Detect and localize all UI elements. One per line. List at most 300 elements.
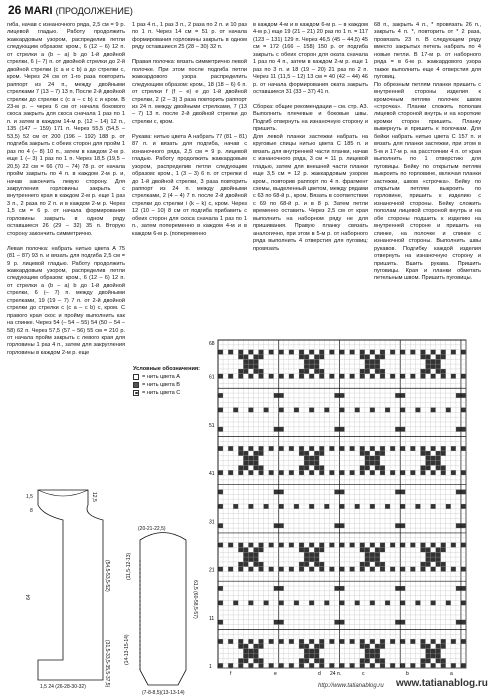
chart-cell	[253, 451, 258, 456]
chart-cell	[324, 504, 329, 509]
chart-cell	[248, 649, 253, 654]
source-url[interactable]: http://www.tatianablog.ru	[318, 683, 384, 689]
chart-cell	[415, 600, 420, 605]
chart-cell	[289, 350, 294, 355]
chart-cell	[329, 663, 334, 668]
chart-cell	[426, 461, 431, 466]
chart-cell	[304, 364, 309, 369]
chart-cell	[375, 552, 380, 557]
chart-cell	[243, 364, 248, 369]
chart-cell	[238, 470, 243, 475]
back-pattern-diagram	[8, 480, 118, 690]
chart-cell	[400, 600, 405, 605]
chart-cell	[456, 523, 461, 528]
chart-cell	[279, 523, 284, 528]
chart-cell	[350, 374, 355, 379]
chart-cell	[380, 350, 385, 355]
chart-cell	[334, 427, 339, 432]
chart-cell	[238, 562, 243, 567]
chart-cell	[461, 504, 466, 509]
chart-cell	[365, 552, 370, 557]
chart-row-number: 41	[209, 471, 215, 478]
chart-cell	[304, 644, 309, 649]
chart-cell	[400, 446, 405, 451]
chart-cell	[339, 350, 344, 355]
chart-cell	[243, 354, 248, 359]
chart-cell	[436, 562, 441, 567]
chart-cell	[370, 504, 375, 509]
chart-cell	[218, 663, 223, 668]
chart-cell	[334, 523, 339, 528]
chart-cell	[218, 567, 223, 572]
chart-cell	[400, 490, 405, 495]
chart-cell	[436, 644, 441, 649]
chart-row-number: 68	[209, 340, 215, 347]
chart-cell	[426, 465, 431, 470]
chart-cell	[279, 600, 284, 605]
chart-cell	[253, 552, 258, 557]
chart-cell	[410, 567, 415, 572]
chart-cell	[400, 504, 405, 509]
chart-cell	[289, 446, 294, 451]
chart-cell	[274, 427, 279, 432]
chart-cell	[289, 663, 294, 668]
chart-cell	[339, 620, 344, 625]
chart-cell	[248, 359, 253, 364]
chart-cell	[258, 658, 263, 663]
chart-cell	[258, 350, 263, 355]
sleeve-label-1: (20-21-22,5)	[138, 526, 166, 532]
chart-cell	[370, 470, 375, 475]
chart-cell	[339, 446, 344, 451]
chart-cell	[360, 369, 365, 374]
chart-cell	[253, 456, 258, 461]
chart-cell	[243, 359, 248, 364]
chart-cell	[385, 600, 390, 605]
chart-cell	[269, 374, 274, 379]
chart-cell	[218, 408, 223, 413]
chart-cell	[299, 547, 304, 552]
chart-cell	[339, 374, 344, 379]
chart-cell	[279, 663, 284, 668]
chart-cell	[218, 504, 223, 509]
legend-item-a: = нить цвета A	[133, 373, 213, 381]
chart-cell	[253, 364, 258, 369]
chart-cell	[400, 620, 405, 625]
chart-cell	[436, 359, 441, 364]
chart-cell	[329, 446, 334, 451]
chart-cell	[258, 562, 263, 567]
chart-cell	[319, 350, 324, 355]
chart-cell	[309, 374, 314, 379]
chart-cell	[426, 552, 431, 557]
chart-cell	[370, 350, 375, 355]
chart-cell	[228, 470, 233, 475]
chart-cell	[365, 557, 370, 562]
chart-cell	[269, 663, 274, 668]
chart-cell	[228, 350, 233, 355]
chart-cell	[304, 359, 309, 364]
chart-cell	[420, 547, 425, 552]
chart-cell	[253, 354, 258, 359]
chart-cell	[431, 639, 436, 644]
chart-cell	[248, 408, 253, 413]
chart-row-number: 51	[209, 422, 215, 429]
chart-cell	[426, 364, 431, 369]
chart-cell	[238, 354, 243, 359]
chart-cell	[339, 600, 344, 605]
chart-cell	[309, 567, 314, 572]
chart-cell	[339, 408, 344, 413]
chart-cell	[253, 465, 258, 470]
chart-cell	[360, 562, 365, 567]
chart-cell	[314, 369, 319, 374]
chart-cell	[289, 374, 294, 379]
chart-cell	[248, 461, 253, 466]
chart-cell	[228, 374, 233, 379]
chart-cell	[258, 446, 263, 451]
chart-cell	[304, 465, 309, 470]
chart-cell	[355, 504, 360, 509]
chart-cell	[218, 600, 223, 605]
chart-cell	[380, 470, 385, 475]
chart-cell	[299, 644, 304, 649]
chart-cell	[400, 543, 405, 548]
chart-cell	[309, 408, 314, 413]
chart-cell	[243, 369, 248, 374]
chart-cell	[218, 620, 223, 625]
chart-cell	[431, 663, 436, 668]
chart-cell	[279, 374, 284, 379]
chart-cell	[258, 374, 263, 379]
chart-cell	[375, 654, 380, 659]
chart-row-number: 31	[209, 519, 215, 526]
chart-cell	[314, 451, 319, 456]
chart-cell	[375, 658, 380, 663]
chart-cell	[314, 658, 319, 663]
chart-repeat-label: 24 п.	[330, 671, 342, 677]
legend-title: Условные обозначения:	[133, 366, 201, 372]
chart-cell	[441, 644, 446, 649]
chart-cell	[218, 639, 223, 644]
chart-cell	[279, 639, 284, 644]
chart-cell	[350, 639, 355, 644]
chart-cell	[218, 523, 223, 528]
chart-cell	[410, 663, 415, 668]
text-column-3: в каждом 4-м и в каждом 6-м р. – в каждом 4-м р.) еще 19 (21 – 21) 20 раз по 1 п. = 117 (123 – 131) 129 п. Через 46,5 (45 – 44,5) 45 см = 172 (166 – 158) 150 р. от подгиба закрыть с обеих сторон для оката сначала 1 раз по 4 п., затем в каждом 2-м р. еще 1 раз по 3 п. и 18 (19 – 20) 21 раз по 2 п. Через 11 (11,5 – 12) 13 см = 40 (42 – 44) 46 р. от начала формирования оката закрыть оставшиеся 31 (33 – 37) 41 п. Сборка: общие рекомендации – см. стр. А3. Выполнить плечевые и боковые швы. Подгиб отвернуть на изнаночную сторону и пришить. Для левой планки застежки набрать на круговые спицы нитью цвета C 185 п. и вязать для внутренней части планки, начав с изнаночного ряда, 3 см = 11 р. лицевой гладью, затем для внешней части планки еще 3,5 см = 12 р. жаккардовым узором кром., повторив раппорт по 4 п. фрагмент схемы, выделенный цветом, между рядами с 63 по 68-й р., кром. Вязать в соответствии с 69 по 68-й р. и в 8 р. Затем петли временно оставить. Через 2,5 см от края выполнить на наборном ряду не для пришивания. Правую планку связать аналогично, при этом в 5-м р. от наборного ряда выполнить 4 отверстия для пуговиц: провязать	[253, 22, 368, 252]
chart-cell	[370, 364, 375, 369]
chart-cell	[461, 639, 466, 644]
chart-cell	[365, 658, 370, 663]
chart-cell	[238, 547, 243, 552]
chart-cell	[390, 374, 395, 379]
chart-cell	[380, 644, 385, 649]
chart-cell	[431, 552, 436, 557]
back-label-2: 8	[30, 508, 33, 514]
legend	[133, 365, 213, 397]
chart-cell	[238, 446, 243, 451]
chart-cell	[365, 456, 370, 461]
chart-cell	[365, 649, 370, 654]
chart-cell	[426, 547, 431, 552]
chart-cell	[258, 567, 263, 572]
chart-cell	[294, 408, 299, 413]
chart-cell	[243, 465, 248, 470]
chart-cell	[218, 470, 223, 475]
chart-cell	[319, 451, 324, 456]
sleeve-bottom-label: (7-8-8,5)(13-13-14)	[142, 690, 185, 696]
chart-cell	[446, 600, 451, 605]
chart-cell	[451, 350, 456, 355]
brand-watermark: www.tatianablog.ru	[396, 678, 488, 689]
chart-cell	[279, 586, 284, 591]
chart-cell	[395, 393, 400, 398]
chart-cell	[365, 547, 370, 552]
black-square-icon	[133, 382, 139, 388]
chart-cell	[243, 557, 248, 562]
chart-cell	[431, 350, 436, 355]
chart-cell	[218, 490, 223, 495]
chart-cell	[436, 649, 441, 654]
sleeve-label-3: 61,5 (60-58,5-57)	[192, 580, 198, 619]
chart-cell	[274, 620, 279, 625]
chart-cell	[436, 465, 441, 470]
chart-cell	[395, 586, 400, 591]
chart-cell	[365, 354, 370, 359]
chart-cell	[456, 586, 461, 591]
chart-cell	[456, 393, 461, 398]
chart-cell	[365, 364, 370, 369]
chart-cell	[253, 461, 258, 466]
chart-cell	[441, 639, 446, 644]
chart-cell	[228, 446, 233, 451]
chart-cell	[370, 552, 375, 557]
back-bottom-label: 1,5 24 (26-28-30-32)	[40, 684, 86, 690]
chart-cell	[269, 543, 274, 548]
chart-cell	[426, 654, 431, 659]
chart-cell	[238, 465, 243, 470]
chart-cell	[390, 567, 395, 572]
chart-cell	[279, 393, 284, 398]
chart-cell	[258, 543, 263, 548]
chart-cell	[400, 427, 405, 432]
chart-cell	[319, 547, 324, 552]
chart-cell	[395, 427, 400, 432]
chart-cell	[279, 543, 284, 548]
chart-cell	[294, 600, 299, 605]
chart-cell	[269, 446, 274, 451]
chart-cell	[299, 374, 304, 379]
chart-cell	[370, 408, 375, 413]
chart-cell	[360, 663, 365, 668]
chart-cell	[304, 562, 309, 567]
chart-cell	[436, 354, 441, 359]
chart-cell	[431, 649, 436, 654]
chart-cell	[436, 364, 441, 369]
chart-cell	[218, 374, 223, 379]
chart-cell	[279, 408, 284, 413]
chart-cell	[375, 557, 380, 562]
chart-cell	[334, 490, 339, 495]
chart-cell	[274, 523, 279, 528]
chart-cell	[243, 654, 248, 659]
chart-cell	[431, 543, 436, 548]
chart-cell	[218, 586, 223, 591]
chart-cell	[238, 658, 243, 663]
chart-cell	[370, 600, 375, 605]
chart-cell	[370, 639, 375, 644]
chart-cell	[441, 663, 446, 668]
chart-cell	[253, 369, 258, 374]
chart-cell	[319, 465, 324, 470]
chart-cell	[365, 451, 370, 456]
chart-cell	[339, 639, 344, 644]
chart-cell	[375, 547, 380, 552]
chart-cell	[355, 600, 360, 605]
chart-cell	[451, 663, 456, 668]
chart-cell	[248, 663, 253, 668]
chart-cell	[314, 644, 319, 649]
chart-cell	[253, 658, 258, 663]
chart-cell	[233, 600, 238, 605]
chart-cell	[299, 350, 304, 355]
chart-cell	[309, 461, 314, 466]
chart-cell	[228, 639, 233, 644]
chart-cell	[329, 639, 334, 644]
chart-cell	[289, 639, 294, 644]
chart-cell	[279, 427, 284, 432]
chart-cell	[436, 552, 441, 557]
chart-cell	[431, 470, 436, 475]
chart-cell	[218, 543, 223, 548]
chart-cell	[436, 547, 441, 552]
chart-cell	[243, 456, 248, 461]
chart-cell	[289, 470, 294, 475]
chart-cell	[365, 461, 370, 466]
chart-cell	[309, 552, 314, 557]
chart-cell	[253, 562, 258, 567]
chart-cell	[319, 567, 324, 572]
chart-cell	[426, 562, 431, 567]
chart-cell	[461, 567, 466, 572]
chart-cell	[238, 644, 243, 649]
chart-cell	[248, 567, 253, 572]
chart-cell	[420, 562, 425, 567]
chart-cell	[441, 543, 446, 548]
chart-bottom-label: a	[450, 671, 453, 677]
chart-cell	[410, 446, 415, 451]
chart-cell	[370, 654, 375, 659]
chart-cell	[243, 644, 248, 649]
chart-cell	[380, 639, 385, 644]
chart-cell	[365, 654, 370, 659]
chart-cell	[400, 567, 405, 572]
chart-bottom-label: c	[362, 671, 365, 677]
chart-cell	[258, 470, 263, 475]
chart-cell	[339, 663, 344, 668]
chart-cell	[319, 644, 324, 649]
back-label-1: 1,5	[26, 494, 33, 500]
chart-cell	[314, 557, 319, 562]
chart-cell	[228, 567, 233, 572]
chart-cell	[375, 354, 380, 359]
sleeve-label-4: (14-13-15-14)	[124, 634, 130, 665]
chart-cell	[360, 350, 365, 355]
chart-cell	[375, 456, 380, 461]
chart-cell	[451, 446, 456, 451]
text-column-4: 68 п., закрыть 4 п., * провязать 26 п., закрыть 4 п. *, повторить от * 2 раза, провязать 23 п. В следующем ряду вместо закрытых петель набрать по 4 новые петли. В 17-м р. от наборного ряда = в 6-м р. жаккардового узора также выполнить еще 4 отверстия для пуговиц. По обрезным петлям планки пришить с внутренней стороны изделия к кромочным петлям полочек швом «строчка». Планки сложить пополам лицевой стороной внутрь и на короткие кромки сторон пришить. Планку вывернуть и пришить к полочкам. Для бейки набрать нитью цвета C 157 п. и вязать для планки застежки, при этом в 5-м и 17-м р. на расстоянии 4 п. от края выполнить по 1 отверстию для пуговицы. Бейку по открытым петлям выкроить по горловине, включая планки застежки, швом «строчка». Бейку по открытым петлям выкроить по горловине, пришить к изделию с изнаночной стороны. Бейку сложить пополам лицевой стороной внутрь и на обе стороны подшить к изделию на внутренней стороне и пришить на спинке, на полочке и спинке с изнаночной стороны. Выполнить швы рукавов. Подгибку каждой изделия отвернуть на изнаночную сторону и пришить. Вшить рукава. Пришить пуговицы. Края и планки обметать петельным швом. Пришить пуговицы.	[374, 22, 481, 282]
chart-cell	[456, 490, 461, 495]
chart-cell	[248, 639, 253, 644]
white-square-icon	[133, 374, 139, 380]
chart-cell	[420, 663, 425, 668]
chart-cell	[375, 369, 380, 374]
chart-cell	[375, 644, 380, 649]
chart-cell	[350, 470, 355, 475]
chart-cell	[279, 470, 284, 475]
chart-cell	[319, 663, 324, 668]
chart-cell	[390, 663, 395, 668]
chart-cell	[309, 543, 314, 548]
chart-cell	[314, 465, 319, 470]
continuation-label: (ПРОДОЛЖЕНИЕ)	[55, 6, 133, 16]
chart-cell	[319, 658, 324, 663]
sleeve-label-2: (11,5-12-13)	[126, 552, 132, 580]
chart-cell	[339, 427, 344, 432]
chart-cell	[299, 369, 304, 374]
chart-cell	[420, 369, 425, 374]
chart-cell	[243, 552, 248, 557]
chart-cell	[461, 350, 466, 355]
text-column-2: 1 раз 4 п., 1 раз 3 п., 2 раза по 2 п. и 10 раз по 1 п. Через 14 см = 51 р. от начала формирования горловины закрыть в одном ряду оставшиеся 25 (28 – 30) 32 п. Правая полочка: вязать симметрично левой полочке. При этом после подгиба петли жаккардового узора распределить следующим образом: кром., 18 (18 – 6) 6 п. от стрелки f (f – e) е до 1-й двойной стрелки, 2 (2 – 3) 3 раза повторить раппорт из 24 п. между двойными стрелками, 7 (13 – 7) 13 п. после 2-й двойной стрелки до стрелки с, кром. Рукава: нитью цвета A набрать 77 (81 – 81) 87 п. и вязать для подгиба, начав с изнаночного ряда, 2,5 см = 9 р. лицевой гладью. Работу продолжить жаккардовым узором, распределив петли следующим образом: кром., 1 (3 – 3) 6 п. от стрелки d до 1-й двойной стрелки, 3 раза повторить раппорт из 24 п. между двойными стрелками, 2 (4 – 4) 7 п. после 2-й двойной стрелки до стрелки i (k – k) с, кром. Через 12 (10 – 10) 8 см от подгиба прибавить с обеих сторон для скоса сначала 1 раз по 1 п., затем попеременно в каждом 4-м и в каждом 6-м р. (попеременно	[132, 22, 247, 237]
chart-cell	[420, 470, 425, 475]
chart-cell	[420, 543, 425, 548]
chart-cell	[375, 461, 380, 466]
chart-cell	[461, 490, 466, 495]
chart-cell	[426, 658, 431, 663]
chart-cell	[243, 562, 248, 567]
chart-cell	[461, 620, 466, 625]
chart-cell	[370, 567, 375, 572]
chart-cell	[380, 369, 385, 374]
chart-cell	[299, 639, 304, 644]
chart-cell	[334, 393, 339, 398]
chart-cell	[415, 504, 420, 509]
chart-cell	[431, 374, 436, 379]
chart-cell	[248, 364, 253, 369]
chart-cell	[441, 470, 446, 475]
chart-cell	[253, 654, 258, 659]
chart-cell	[395, 620, 400, 625]
chart-cell	[309, 654, 314, 659]
chart-cell	[248, 654, 253, 659]
chart-cell	[400, 586, 405, 591]
chart-cell	[218, 446, 223, 451]
back-label-5: 64	[26, 594, 32, 600]
chart-cell	[299, 470, 304, 475]
chart-cell	[431, 461, 436, 466]
chart-cell	[319, 374, 324, 379]
chart-cell	[233, 504, 238, 509]
chart-cell	[426, 456, 431, 461]
chart-cell	[350, 350, 355, 355]
chart-cell	[395, 490, 400, 495]
chart-cell	[329, 470, 334, 475]
chart-cell	[410, 350, 415, 355]
chart-cell	[314, 354, 319, 359]
chart-cell	[243, 658, 248, 663]
back-label-3: 12,5	[91, 492, 97, 502]
